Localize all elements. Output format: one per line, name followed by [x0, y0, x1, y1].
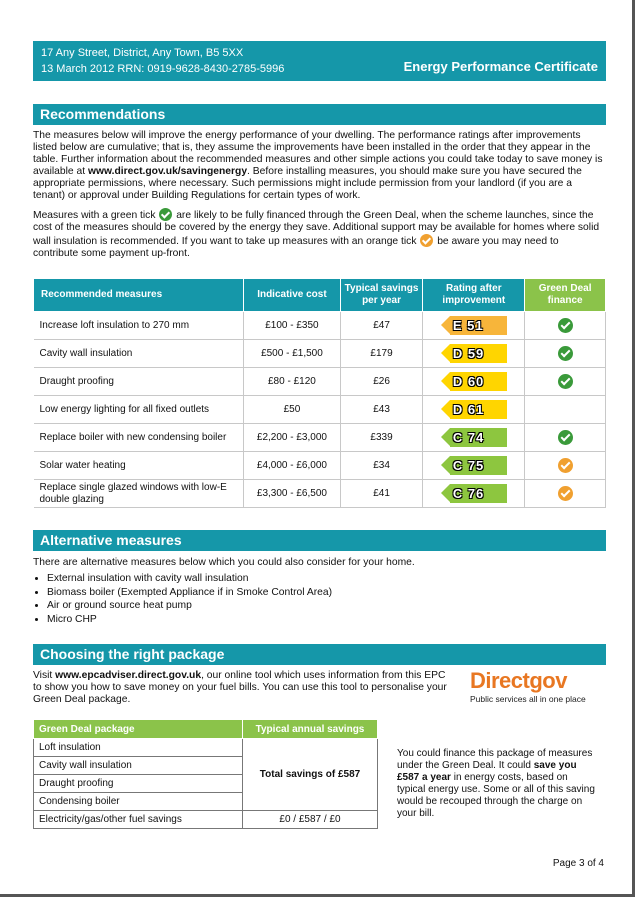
table-row	[34, 480, 606, 508]
epc-adviser-link[interactable]: www.epcadviser.direct.gov.uk	[55, 670, 202, 681]
typical-savings: £339	[340, 424, 423, 452]
intro-text-2: . Before installing measures, you should make sure you have secured the appropriate permissions, where necessary. Such permissions might include permission from your landlord (if you are a tenant) or approval under Building Regulations for certain types of work.	[33, 166, 582, 201]
indicative-cost: £100 - £350	[244, 312, 341, 340]
col-measures: Recommended measures	[34, 279, 244, 312]
table-row	[34, 452, 606, 480]
green-deal-finance-cell	[525, 340, 606, 368]
measure-name: Low energy lighting for all fixed outlets	[34, 396, 244, 424]
green-tick-icon	[558, 346, 573, 361]
green-deal-finance-cell	[525, 480, 606, 508]
rating-arrow-badge	[441, 344, 507, 363]
rating-label: D 61	[452, 402, 485, 417]
directgov-tagline: Public services all in one place	[470, 694, 586, 704]
green-deal-explanation	[33, 208, 606, 260]
package-item: Condensing boiler	[34, 793, 243, 811]
list-item: • Biomass boiler (Exempted Appliance if in Smoke Control Area)	[47, 586, 332, 600]
rating-label: D 59	[452, 346, 485, 361]
measure-name: Replace single glazed windows with low-E double glazing	[34, 480, 244, 508]
table-row	[34, 312, 606, 340]
indicative-cost: £3,300 - £6,500	[244, 480, 341, 508]
table-row	[34, 340, 606, 368]
rating-arrow-tip	[441, 344, 450, 362]
recommendations-intro	[33, 130, 606, 202]
certificate-header	[33, 41, 606, 81]
table-row	[34, 739, 378, 757]
visit-text-1: Visit	[33, 670, 56, 681]
table-row	[34, 424, 606, 452]
measure-name: Cavity wall insulation	[34, 340, 244, 368]
orange-tick-icon	[558, 486, 573, 501]
rating-arrow-tip	[441, 428, 450, 446]
green-deal-finance-cell	[525, 424, 606, 452]
header-address-block	[41, 45, 284, 77]
date-and-rrn: 13 March 2012 RRN: 0919-9628-8430-2785-5996	[41, 63, 285, 75]
alternative-measures-heading: Alternative measures	[33, 530, 606, 551]
rating-arrow-badge	[441, 316, 507, 335]
table-row	[34, 396, 606, 424]
epc-adviser-text	[33, 670, 453, 706]
package-item: Loft insulation	[34, 739, 243, 757]
rating-cell	[423, 368, 525, 396]
package-item: Draught proofing	[34, 775, 243, 793]
indicative-cost: £4,000 - £6,000	[244, 452, 341, 480]
total-savings: Total savings of £587	[243, 739, 378, 811]
green-text-2: are likely to be fully financed through the Green Deal, when the scheme launches, since the cost of the measures should be covered by the energy they save. Additional support may be available for homes where solid wall insulation is recommended. If you want to take up measures with an orange tick	[33, 210, 600, 247]
rating-cell	[423, 340, 525, 368]
rating-arrow-tip	[441, 372, 450, 390]
rating-cell	[423, 452, 525, 480]
green-deal-finance-cell	[525, 452, 606, 480]
fuel-savings-label: Electricity/gas/other fuel savings	[34, 811, 243, 829]
rating-label: E 51	[452, 318, 484, 333]
rating-label: D 60	[452, 374, 485, 389]
rating-arrow-tip	[441, 400, 450, 418]
note-text-2: in energy costs, based on typical energy use. Some or all of this saving would be recouped through the charge on your bill.	[397, 772, 595, 819]
rating-label: C 76	[452, 486, 485, 501]
col-rating: Rating after improvement	[423, 279, 525, 312]
rating-arrow-badge	[441, 372, 507, 391]
green-deal-finance-cell	[525, 396, 606, 424]
col-cost: Indicative cost	[244, 279, 341, 312]
green-tick-icon	[558, 430, 573, 445]
visit-text-2: , our online tool which uses information from this EPC to show you how to save money on your fuel bills. You can use this tool to personalise your Green Deal package.	[33, 670, 447, 705]
green-tick-icon	[159, 208, 172, 221]
recommended-measures-table	[33, 278, 606, 508]
green-text-3: be aware you may need to contribute some payment up-front.	[33, 236, 559, 259]
rating-arrow-badge	[441, 456, 507, 475]
rating-cell	[423, 312, 525, 340]
page-number: Page 3 of 4	[552, 858, 604, 869]
rating-cell	[423, 480, 525, 508]
rating-arrow-badge	[441, 400, 507, 419]
rating-arrow-tip	[441, 484, 450, 502]
rating-arrow-badge	[441, 484, 507, 503]
rating-label: C 74	[452, 430, 485, 445]
table-header-row	[34, 279, 606, 312]
choosing-package-heading: Choosing the right package	[33, 644, 606, 665]
measure-name: Increase loft insulation to 270 mm	[34, 312, 244, 340]
typical-savings: £26	[340, 368, 423, 396]
indicative-cost: £500 - £1,500	[244, 340, 341, 368]
green-tick-icon	[558, 374, 573, 389]
indicative-cost: £80 - £120	[244, 368, 341, 396]
finance-note	[397, 748, 597, 820]
intro-text-1: The measures below will improve the energy performance of your dwelling. The performance ratings after improvements listed below are cumulative; that is, they assume the improvements have been installed in the order that they appear in the table. Further information about the recommended measures and other simple actions you could take today to save money is available at	[33, 130, 603, 177]
alternative-intro: There are alternative measures below which you could also consider for your home.	[33, 557, 415, 568]
rating-cell	[423, 396, 525, 424]
col-package: Green Deal package	[34, 720, 243, 739]
list-item: • Air or ground source heat pump	[47, 599, 332, 613]
green-deal-finance-cell	[525, 368, 606, 396]
typical-savings: £43	[340, 396, 423, 424]
green-deal-package-table	[33, 719, 378, 829]
rating-arrow-badge	[441, 428, 507, 447]
property-address: 17 Any Street, District, Any Town, B5 5XX	[41, 47, 244, 59]
package-item: Cavity wall insulation	[34, 757, 243, 775]
directgov-logo	[470, 668, 586, 704]
note-savings-bold: save you £587 a year	[397, 760, 577, 783]
indicative-cost: £2,200 - £3,000	[244, 424, 341, 452]
indicative-cost: £50	[244, 396, 341, 424]
green-tick-icon	[558, 318, 573, 333]
list-item: • External insulation with cavity wall insulation	[47, 572, 332, 586]
orange-tick-icon	[420, 234, 433, 247]
measure-name: Draught proofing	[34, 368, 244, 396]
typical-savings: £179	[340, 340, 423, 368]
green-deal-finance-cell	[525, 312, 606, 340]
typical-savings: £47	[340, 312, 423, 340]
green-text-1: Measures with a green tick	[33, 210, 159, 221]
directgov-logo-text: Directgov	[470, 668, 567, 693]
rating-arrow-tip	[441, 316, 450, 334]
col-savings: Typical savings per year	[340, 279, 423, 312]
note-text-1: You could finance this package of measures under the Green Deal. It could	[397, 748, 593, 771]
rating-arrow-tip	[441, 456, 450, 474]
col-annual-savings: Typical annual savings	[243, 720, 378, 739]
document-title: Energy Performance Certificate	[403, 59, 598, 74]
orange-tick-icon	[558, 458, 573, 473]
alternative-measures-list	[33, 572, 332, 626]
table-row	[34, 811, 378, 829]
typical-savings: £34	[340, 452, 423, 480]
saving-energy-link[interactable]: www.direct.gov.uk/savingenergy	[87, 166, 248, 177]
typical-savings: £41	[340, 480, 423, 508]
fuel-savings-value: £0 / £587 / £0	[243, 811, 378, 829]
package-header-row	[34, 720, 378, 739]
measure-name: Replace boiler with new condensing boiler	[34, 424, 244, 452]
rating-label: C 75	[452, 458, 485, 473]
table-row	[34, 368, 606, 396]
list-item: • Micro CHP	[47, 613, 332, 627]
rating-cell	[423, 424, 525, 452]
col-green-deal-finance: Green Deal finance	[525, 279, 606, 312]
measure-name: Solar water heating	[34, 452, 244, 480]
recommendations-heading: Recommendations	[33, 104, 606, 125]
